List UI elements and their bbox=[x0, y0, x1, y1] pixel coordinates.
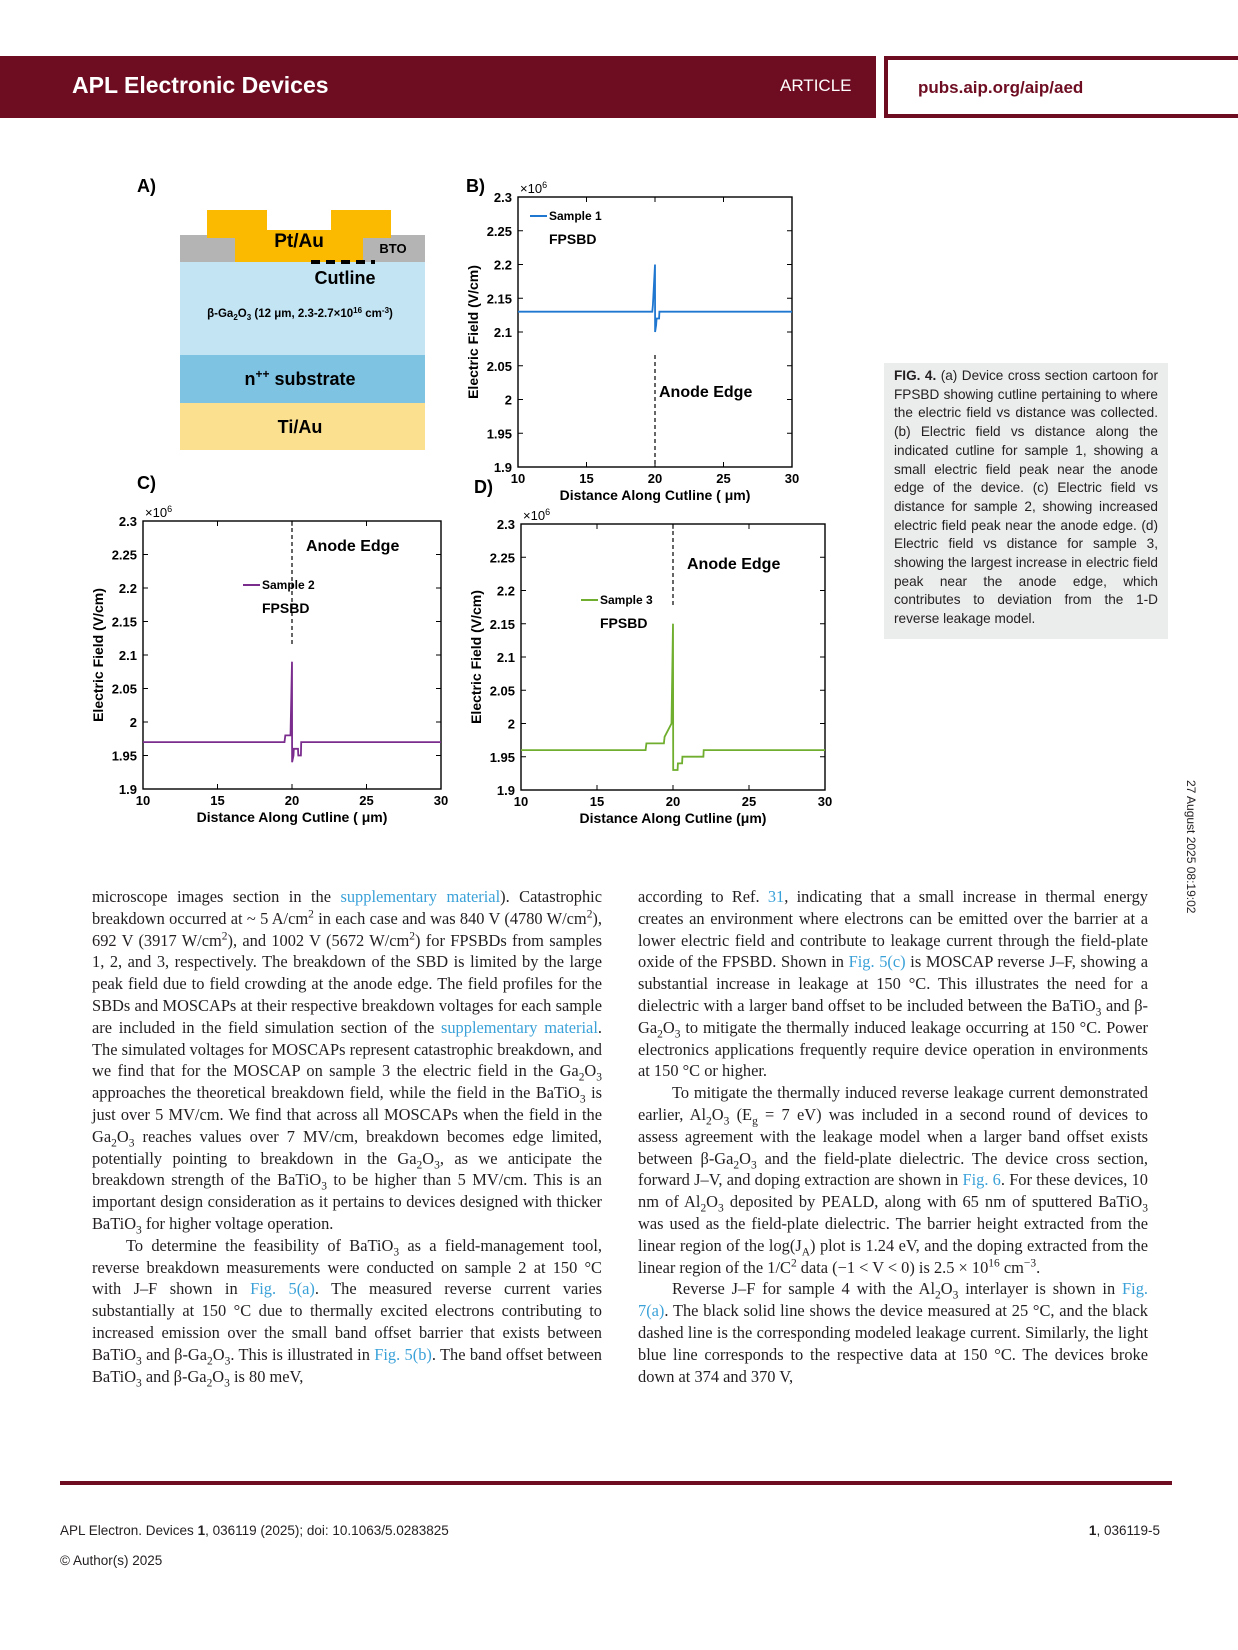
x-tick-label: 20 bbox=[647, 471, 663, 486]
panel-label-b: B) bbox=[466, 176, 485, 196]
figure-link[interactable]: Fig. 7(a) bbox=[638, 1279, 1149, 1321]
anode-edge-label: Anode Edge bbox=[687, 556, 781, 573]
caption-text: (a) Device cross section cartoon for FPSBD showing cutline pertaining to where the electric field vs distance was collected. (b) Electric field vs distance along the indicated cutline for sample 1, showing a small electric field peak near the anode edge of the device. (c) Electric field vs distance for sample 2, showing increased electric field peak near the anode edge. (d) Electric field vs distance for sample 3, showing the largest increase in electric field peak near the anode edge, which contributes to deviation from the 1-D reverse leakage model. bbox=[894, 368, 1158, 627]
x-tick-label: 25 bbox=[359, 793, 374, 808]
y-tick-label: 2.05 bbox=[111, 681, 137, 697]
contact-label: Pt/Au bbox=[274, 231, 324, 252]
bto-label: BTO bbox=[379, 241, 407, 256]
y-tick-label: 2 bbox=[504, 392, 512, 408]
legend-label: Sample 1 bbox=[549, 209, 602, 223]
y-axis-label: Electric Field (V/cm) bbox=[90, 588, 106, 722]
panel-label-c: C) bbox=[137, 473, 156, 493]
legend-title: FPSBD bbox=[600, 615, 648, 631]
x-tick-label: 30 bbox=[433, 793, 449, 808]
x-axis-label: Distance Along Cutline (μm) bbox=[579, 810, 767, 826]
paragraph: microscope images section in the supplementary material). Catastrophic breakdown occurred at ~ 5 $A/cm^2$ in each case and was 840 V (4780 $W/cm^2$), 692 V (3917 $W/cm^2$), and 1002 V (5672 $W/cm^2$) for FPSBDs from samples 1, 2, and 3, respectively. The breakdown of the SBD is limited by the large peak field due to field crowding at the anode edge. The field profiles for the SBDs and MOSCAPs at their respective breakdown voltages for each sample are included in the field simulation section of the supplementary material. The simulated voltages for MOSCAPs represent catastrophic breakdown, and we find that for the MOSCAP on sample 3 the electric field in the $Ga_2O_3$ approaches the theoretical breakdown field, while the field in the BaTiO$_3$ is just over 5 MV/cm. We find that across all MOSCAPs when the field in the $Ga_2O_3$ reaches values over 7 MV/cm, breakdown becomes edge limited, potentially pointing to breakdown in the $Ga_2O_3$, as we anticipate the breakdown strength of the BaTiO$_3$ to be higher than 5 MV/cm. This is an important design consideration as it pertains to devices designed with thicker BaTiO$_3$ for higher voltage operation. bbox=[92, 887, 603, 1237]
series-line bbox=[143, 662, 441, 763]
paragraph: To mitigate the thermally induced reverse leakage current demonstrated earlier, $Al_2O_3$ ($E_g = 7$ eV) was included in a second round of devices to assess agreement with the leakage model when a larger band offset exists between $\beta-Ga_2O_3$ and the field-plate dielectric. The device cross section, forward J–V, and doping extraction are shown in Fig. 6. For these devices, 10 nm of $Al_2O_3$ deposited by PEALD, along with 65 nm of sputtered BaTiO$_3$ was used as the field-plate dielectric. The barrier height extracted from the linear region of the $\log(J_A)$ plot is 1.24 eV, and the doping extracted from the linear region of the $1/C^2$ data (−1 < V < 0) is $2.5 \times 10^{16}$ $cm^{-3}$. bbox=[638, 1083, 1148, 1277]
chart-panel-d bbox=[465, 503, 850, 835]
y-tick-label: 2.2 bbox=[496, 583, 515, 599]
y-tick-label: 2.25 bbox=[486, 223, 512, 239]
download-timestamp: 27 August 2025 08:19:02 bbox=[1184, 780, 1198, 914]
backside-label: Ti/Au bbox=[277, 417, 323, 437]
x-tick-label: 15 bbox=[579, 471, 594, 486]
x-tick-label: 25 bbox=[741, 794, 757, 809]
y-tick-label: 1.9 bbox=[118, 782, 137, 797]
panel-label-a: A) bbox=[137, 176, 156, 196]
y-tick-label: 1.95 bbox=[486, 426, 512, 442]
journal-url-link[interactable]: pubs.aip.org/aip/aed bbox=[918, 78, 1084, 97]
y-tick-label: 1.95 bbox=[111, 748, 137, 764]
anode-edge-label: Anode Edge bbox=[659, 384, 753, 401]
panel-label-d: D) bbox=[474, 477, 493, 497]
substrate-label: n++ substrate bbox=[244, 367, 356, 389]
y-tick-label: 2 bbox=[507, 716, 515, 732]
y-tick-label: 2.1 bbox=[496, 650, 515, 665]
figure-link[interactable]: Fig. 6 bbox=[962, 1170, 1001, 1190]
y-tick-label: 2.25 bbox=[489, 550, 515, 566]
x-tick-label: 20 bbox=[665, 794, 681, 809]
footer-citation: APL Electron. Devices 1, 036119 (2025); doi: 10.1063/5.0283825 bbox=[60, 1523, 449, 1538]
y-tick-label: 2.15 bbox=[111, 614, 137, 630]
anode-edge-label: Anode Edge bbox=[306, 538, 400, 555]
paragraph: Reverse J–F for sample 4 with the $Al_2O_3$ interlayer is shown in Fig. 7(a). The black solid line shows the device measured at 25 °C, and the black dashed line is the corresponding modeled leakage current. Similarly, the light blue line corresponds to the respective data at 150 °C. The devices broke down at 374 and 370 V, bbox=[638, 1279, 1149, 1386]
figure-caption bbox=[884, 363, 1168, 639]
figure-link[interactable]: Fig. 5(c) bbox=[848, 952, 906, 972]
y-tick-label: 2.05 bbox=[489, 683, 515, 699]
page-header bbox=[0, 56, 1238, 118]
y-axis-exponent: $\times 10^6$ bbox=[523, 507, 551, 523]
y-axis-label: Electric Field (V/cm) bbox=[465, 265, 481, 399]
y-tick-label: 1.9 bbox=[496, 783, 515, 798]
y-tick-label: 2.2 bbox=[493, 257, 512, 273]
chart-panel-b bbox=[460, 180, 860, 510]
footer-copyright: © Author(s) 2025 bbox=[60, 1553, 163, 1568]
y-tick-label: 1.9 bbox=[493, 460, 512, 475]
series-line bbox=[521, 624, 825, 770]
y-tick-label: 2.3 bbox=[496, 517, 515, 532]
y-tick-label: 2.25 bbox=[111, 547, 137, 563]
x-tick-label: 10 bbox=[513, 794, 529, 809]
x-tick-label: 10 bbox=[510, 471, 526, 486]
y-tick-label: 2.2 bbox=[118, 581, 137, 596]
y-tick-label: 2.1 bbox=[118, 648, 137, 663]
footer-rule bbox=[60, 1481, 1172, 1485]
y-axis-exponent: $\times 10^6$ bbox=[520, 180, 548, 196]
series-line bbox=[518, 265, 792, 333]
cutline-label: Cutline bbox=[314, 268, 376, 288]
x-tick-label: 15 bbox=[210, 793, 225, 808]
y-tick-label: 2.15 bbox=[489, 616, 515, 632]
footer-page-number: 1, 036119-5 bbox=[1088, 1523, 1160, 1538]
y-tick-label: 2.3 bbox=[118, 514, 137, 529]
journal-title: APL Electronic Devices bbox=[72, 72, 329, 98]
x-axis-label: Distance Along Cutline ( μm) bbox=[559, 487, 751, 503]
header-bar bbox=[0, 56, 876, 118]
y-axis-exponent: $\times 10^6$ bbox=[145, 504, 173, 520]
y-tick-label: 2.05 bbox=[486, 358, 512, 374]
paragraph: according to Ref. 31, indicating that a small increase in thermal energy creates an environment where electrons can be emitted over the barrier at a lower electric field and contribute to leakage current through the field-plate oxide of the FPSBD. Shown in Fig. 5(c) is MOSCAP reverse J–F, showing a substantial increase in leakage at 150 °C. This illustrates the need for a dielectric with a larger band offset to be included between the BaTiO$_3$ and $\beta-Ga_2O_3$ to mitigate the thermally induced leakage occurring at 150 °C. Power electronics applications frequently require device operation in environments at 150 °C or higher. bbox=[638, 887, 1149, 1081]
bto-layer-left bbox=[180, 235, 240, 262]
x-tick-label: 25 bbox=[716, 471, 731, 486]
figure-link[interactable]: Fig. 5(a) bbox=[250, 1279, 315, 1299]
paragraph: To determine the feasibility of BaTiO$_3$ as a field-management tool, reverse breakdown measurements were conducted on sample 2 at 150 °C with J–F shown in Fig. 5(a). The measured reverse current varies substantially at 150 °C due to thermally excited electrons contributing to increased emission over the small band offset barrier that exists between BaTiO$_3$ and $\beta-Ga_2O_3$. This is illustrated in Fig. 5(b). The band offset between BaTiO$_3$ and $\beta-Ga_2O_3$ is 80 meV, bbox=[92, 1235, 602, 1389]
legend-label: Sample 2 bbox=[262, 578, 315, 592]
legend-label: Sample 3 bbox=[600, 593, 653, 607]
x-tick-label: 10 bbox=[135, 793, 151, 808]
legend-title: FPSBD bbox=[549, 231, 597, 247]
x-tick-label: 30 bbox=[784, 471, 800, 486]
supplementary-link[interactable]: supplementary material bbox=[340, 887, 501, 906]
y-tick-label: 2.3 bbox=[493, 190, 512, 205]
body-column-right bbox=[638, 886, 1148, 1387]
epi-label: $\beta-Ga_2O_3$ (12 μm, $2.3-2.7\times 10^{16}$ $cm^{-3}$) bbox=[207, 306, 393, 322]
y-tick-label: 2 bbox=[129, 715, 137, 730]
x-tick-label: 20 bbox=[284, 793, 300, 808]
chart-panel-c bbox=[85, 500, 470, 835]
caption-label: FIG. 4. bbox=[894, 368, 937, 383]
supplementary-link[interactable]: supplementary material bbox=[440, 1017, 598, 1037]
x-tick-label: 15 bbox=[589, 794, 605, 809]
section-label: ARTICLE bbox=[780, 76, 852, 95]
header-url-box bbox=[884, 56, 1238, 118]
y-tick-label: 1.95 bbox=[489, 749, 515, 765]
y-tick-label: 2.1 bbox=[493, 325, 512, 340]
y-axis-label: Electric Field (V/cm) bbox=[468, 590, 484, 724]
figure-link[interactable]: Fig. 5(b) bbox=[374, 1344, 432, 1364]
reference-link[interactable]: 31 bbox=[767, 887, 785, 906]
x-tick-label: 30 bbox=[817, 794, 833, 809]
legend-title: FPSBD bbox=[262, 600, 310, 616]
device-cross-section bbox=[175, 205, 435, 450]
x-axis-label: Distance Along Cutline ( μm) bbox=[196, 809, 388, 825]
body-column-left bbox=[92, 886, 602, 1387]
y-tick-label: 2.15 bbox=[486, 291, 512, 307]
